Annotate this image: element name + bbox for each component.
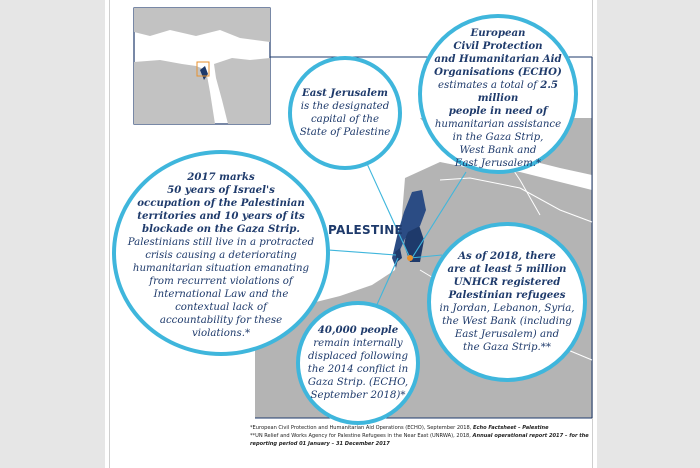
- ej-line-4: State of Palestine: [299, 127, 391, 138]
- disp-line-6: September 2018)*: [310, 390, 406, 401]
- refugees-bubble: [427, 222, 587, 382]
- disp-line-2: remain internally: [313, 338, 403, 349]
- echo-line-4: Organisations (ECHO): [434, 65, 562, 78]
- disp-line-4: the 2014 conflict in: [307, 364, 409, 375]
- footnote-2-cont: reporting period 01 January – 31 December 2017: [250, 441, 390, 447]
- echo-line-1: European: [470, 26, 526, 39]
- occ-line-10: International Law and the: [153, 288, 289, 300]
- disp-line-5: Gaza Strip. (ECHO,: [307, 377, 409, 388]
- echo-line-10: East Jerusalem.*: [454, 157, 542, 169]
- footnote-2: **UN Relief and Works Agency for Palestine Refugees in the Near East (UNRWA), 2018, Annual operational report 2017 – for the: [250, 433, 589, 439]
- displaced-bubble: [296, 301, 420, 425]
- echo-line-3: and Humanitarian Aid: [434, 52, 562, 65]
- echo-line-9: West Bank and: [459, 144, 537, 156]
- inset-map: [134, 8, 270, 124]
- ej-line-1: East Jerusalem: [302, 87, 388, 99]
- jerusalem-marker: [407, 255, 413, 261]
- ej-line-3: capital of the: [310, 114, 380, 125]
- map-label-palestine: PALESTINE: [328, 223, 404, 237]
- occ-line-5: blockade on the Gaza Strip.: [142, 222, 300, 235]
- ref-line-5: in Jordan, Lebanon, Syria,: [439, 303, 575, 314]
- occupation-bubble: [112, 150, 330, 356]
- occ-line-1: 2017 marks: [187, 170, 255, 183]
- footnote-1: *European Civil Protection and Humanitarian Aid Operations (ECHO), September 2018, Echo Factsheet – Palestine: [250, 425, 549, 431]
- ref-line-3: UNHCR registered: [453, 276, 561, 288]
- echo-bubble: [418, 14, 578, 174]
- echo-line-2: Civil Protection: [453, 39, 543, 52]
- occ-line-3: occupation of the Palestinian: [137, 196, 305, 209]
- ref-line-6: the West Bank (including: [442, 316, 572, 327]
- ref-line-4: Palestinian refugees: [448, 289, 566, 301]
- ej-line-2: is the designated: [300, 101, 390, 112]
- occ-line-13: violations.*: [191, 327, 251, 339]
- occ-line-11: contextual lack of: [175, 301, 267, 313]
- occ-line-9: from recurrent violations of: [149, 275, 293, 287]
- occ-line-2: 50 years of Israel's: [167, 183, 275, 196]
- disp-line-3: displaced following: [308, 351, 408, 362]
- occ-line-4: territories and 10 years of its: [137, 209, 305, 222]
- occ-line-6: Palestinians still live in a protracted: [127, 236, 315, 248]
- east-jerusalem-bubble: [288, 56, 402, 170]
- echo-line-8: in the Gaza Strip,: [452, 131, 544, 143]
- occ-line-8: humanitarian situation emanating: [132, 262, 310, 274]
- ref-line-7: East Jerusalem) and: [454, 329, 560, 340]
- disp-line-1: 40,000 people: [317, 324, 399, 336]
- occ-line-12: accountability for these: [159, 314, 283, 326]
- occ-line-7: crisis causing a deteriorating: [145, 249, 297, 261]
- echo-line-7: humanitarian assistance: [434, 118, 562, 130]
- echo-line-6: people in need of: [448, 104, 548, 117]
- ref-line-2: are at least 5 million: [447, 263, 567, 275]
- ref-line-1: As of 2018, there: [458, 250, 556, 262]
- ref-line-8: the Gaza Strip.**: [463, 342, 551, 353]
- echo-line-5: estimates a total of 2.5 million: [437, 78, 558, 104]
- footnotes: [250, 424, 592, 448]
